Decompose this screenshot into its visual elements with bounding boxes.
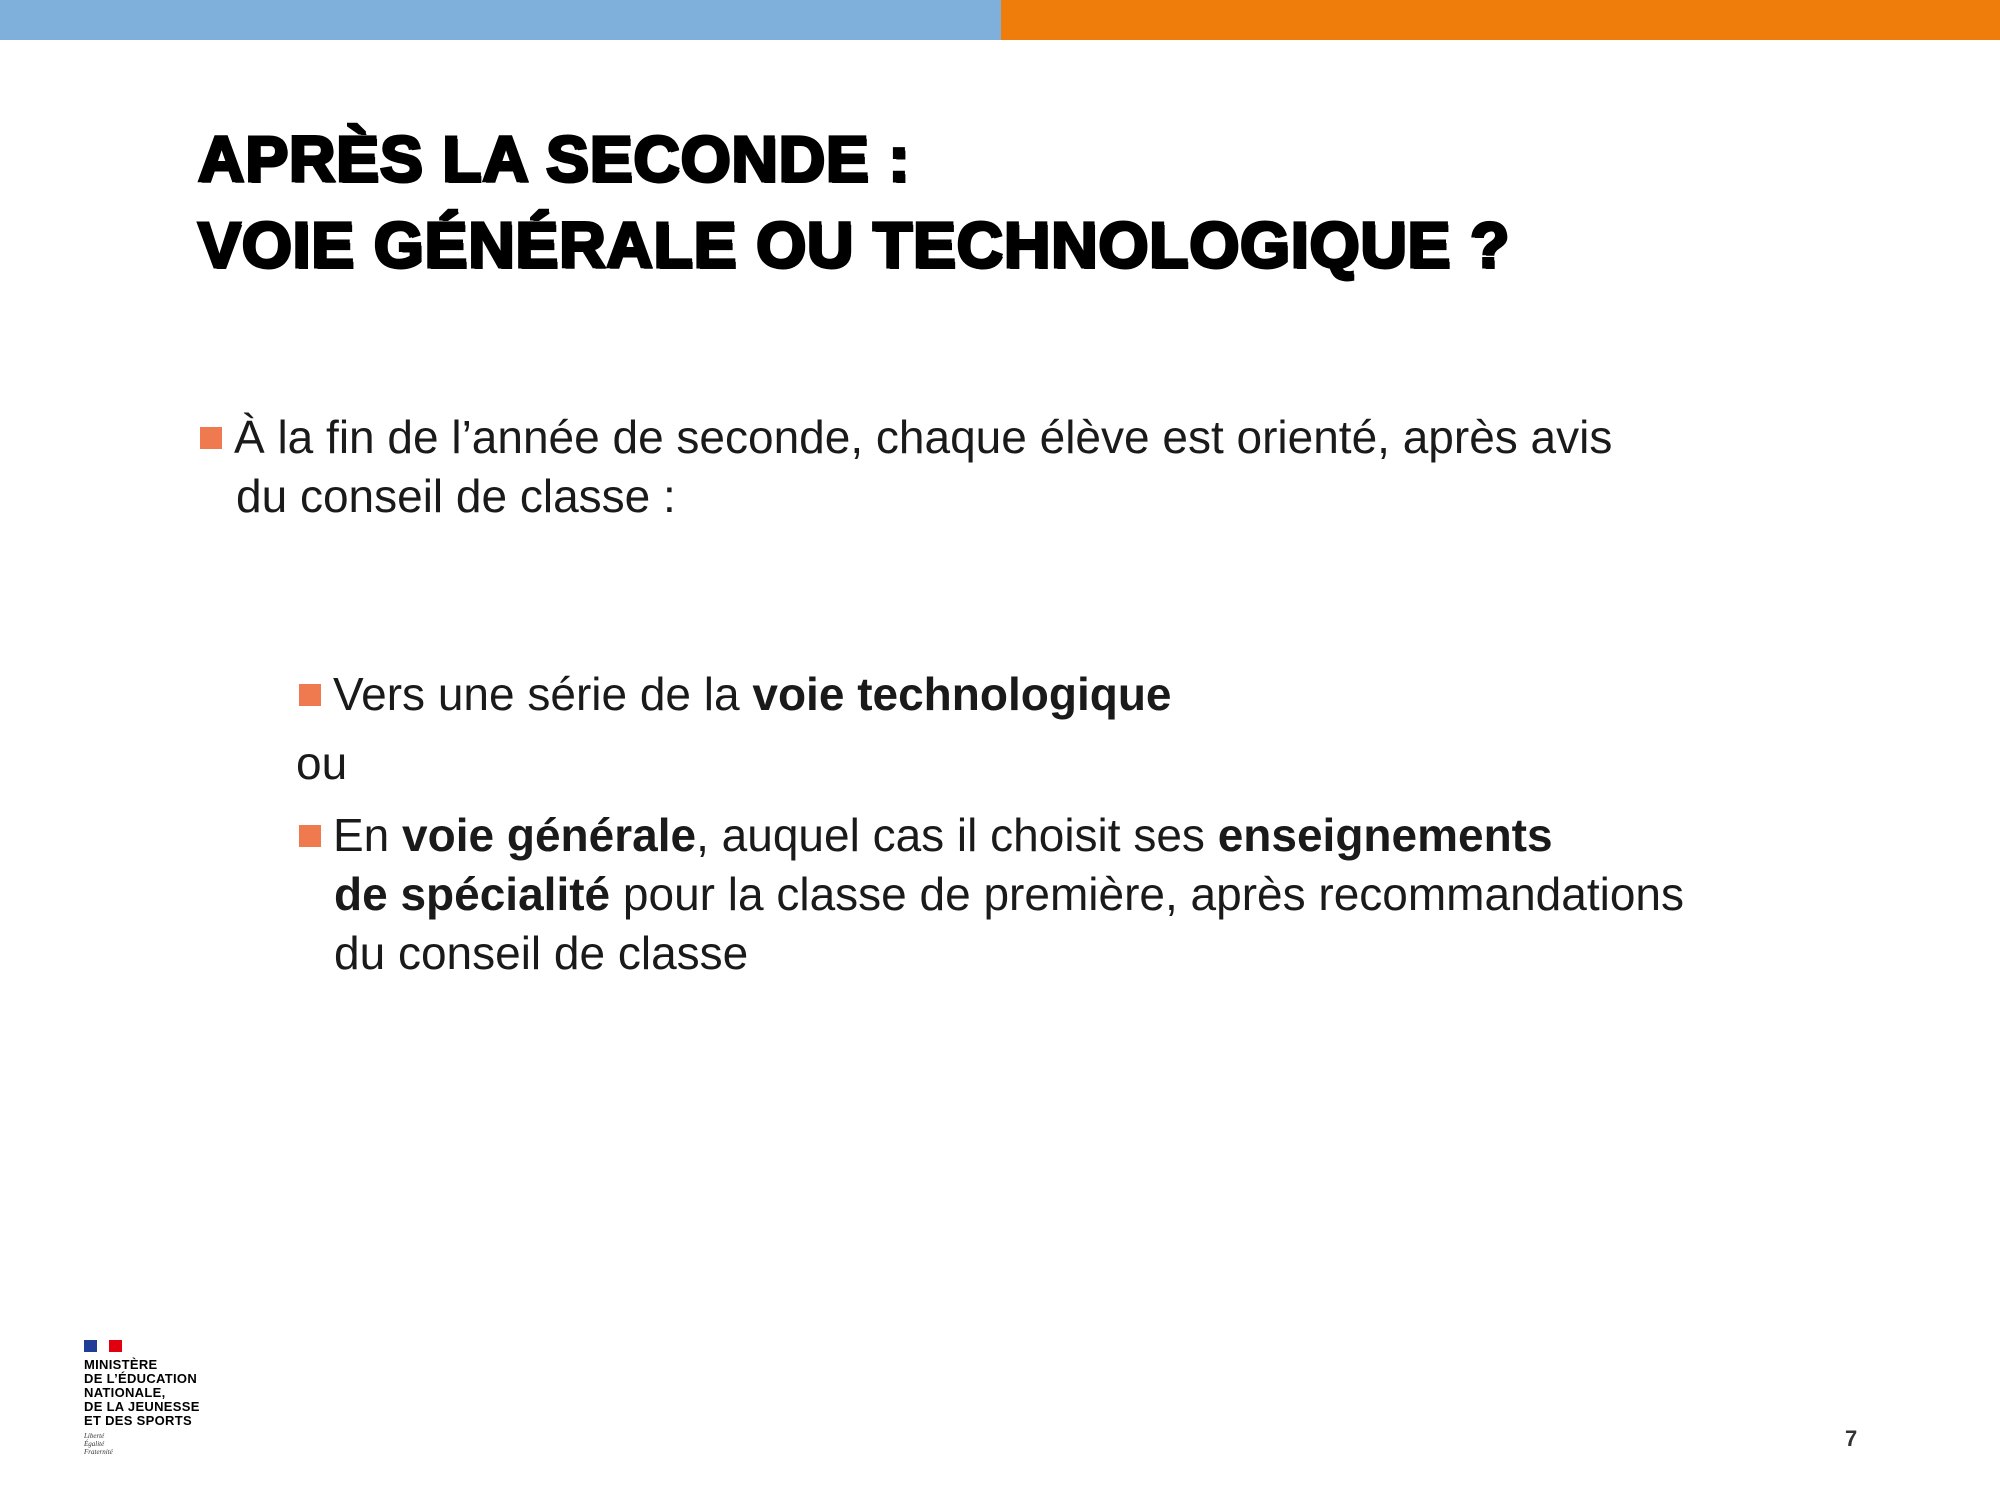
bullet-voie-generale-line-2 bbox=[299, 865, 1684, 924]
french-flag-icon bbox=[84, 1340, 122, 1352]
square-bullet-icon bbox=[299, 684, 321, 706]
bullet-orientation-line-2: du conseil de classe : bbox=[236, 470, 676, 522]
bullet-voie-generale-b3: de spécialité bbox=[334, 868, 611, 920]
bullet-voie-generale-line-3: du conseil de classe bbox=[334, 927, 749, 979]
bullet-voie-generale-t2: , auquel cas il choisit ses bbox=[696, 809, 1218, 861]
motto-line: Fraternité bbox=[84, 1448, 113, 1456]
page-number: 7 bbox=[1845, 1426, 1858, 1451]
slide-title-line-2: VOIE GÉNÉRALE OU TECHNOLOGIQUE ? bbox=[198, 209, 1511, 281]
header-bar-orange bbox=[1001, 0, 2000, 40]
ministry-logo bbox=[84, 1340, 234, 1456]
motto-line: Liberté bbox=[84, 1432, 105, 1440]
bullet-voie-generale-b2: enseignements bbox=[1217, 809, 1553, 861]
republic-motto bbox=[84, 1432, 234, 1456]
bullet-voie-technologique-bold: voie technologique bbox=[752, 668, 1172, 720]
bullet-voie-generale-b1: voie générale bbox=[402, 809, 697, 861]
bullet-orientation bbox=[200, 408, 1612, 526]
slide-title bbox=[198, 116, 1510, 288]
motto-line: Égalité bbox=[84, 1440, 105, 1448]
slide-title-line-1: APRÈS LA SECONDE : bbox=[198, 123, 911, 195]
ministry-name-line: DE LA JEUNESSE bbox=[84, 1399, 200, 1414]
bullet-voie-generale-t3: pour la classe de première, après recommandations bbox=[610, 868, 1684, 920]
ministry-name-line: ET DES SPORTS bbox=[84, 1413, 192, 1428]
bullet-orientation-line-1: À la fin de l’année de seconde, chaque élève est orienté, après avis bbox=[234, 411, 1613, 463]
ministry-name bbox=[84, 1358, 234, 1428]
ministry-name-line: DE L’ÉDUCATION bbox=[84, 1371, 198, 1386]
square-bullet-icon bbox=[299, 825, 321, 847]
bullet-voie-generale-t1: En bbox=[333, 809, 403, 861]
bullet-voie-technologique-text: Vers une série de la bbox=[333, 668, 753, 720]
bullet-voie-generale bbox=[299, 806, 1684, 983]
ministry-name-line: NATIONALE, bbox=[84, 1385, 166, 1400]
bullet-voie-technologique bbox=[299, 665, 1172, 724]
ministry-name-line: MINISTÈRE bbox=[84, 1357, 158, 1372]
connector-ou: ou bbox=[296, 737, 348, 789]
header-bar-blue bbox=[0, 0, 1001, 40]
square-bullet-icon bbox=[200, 427, 222, 449]
